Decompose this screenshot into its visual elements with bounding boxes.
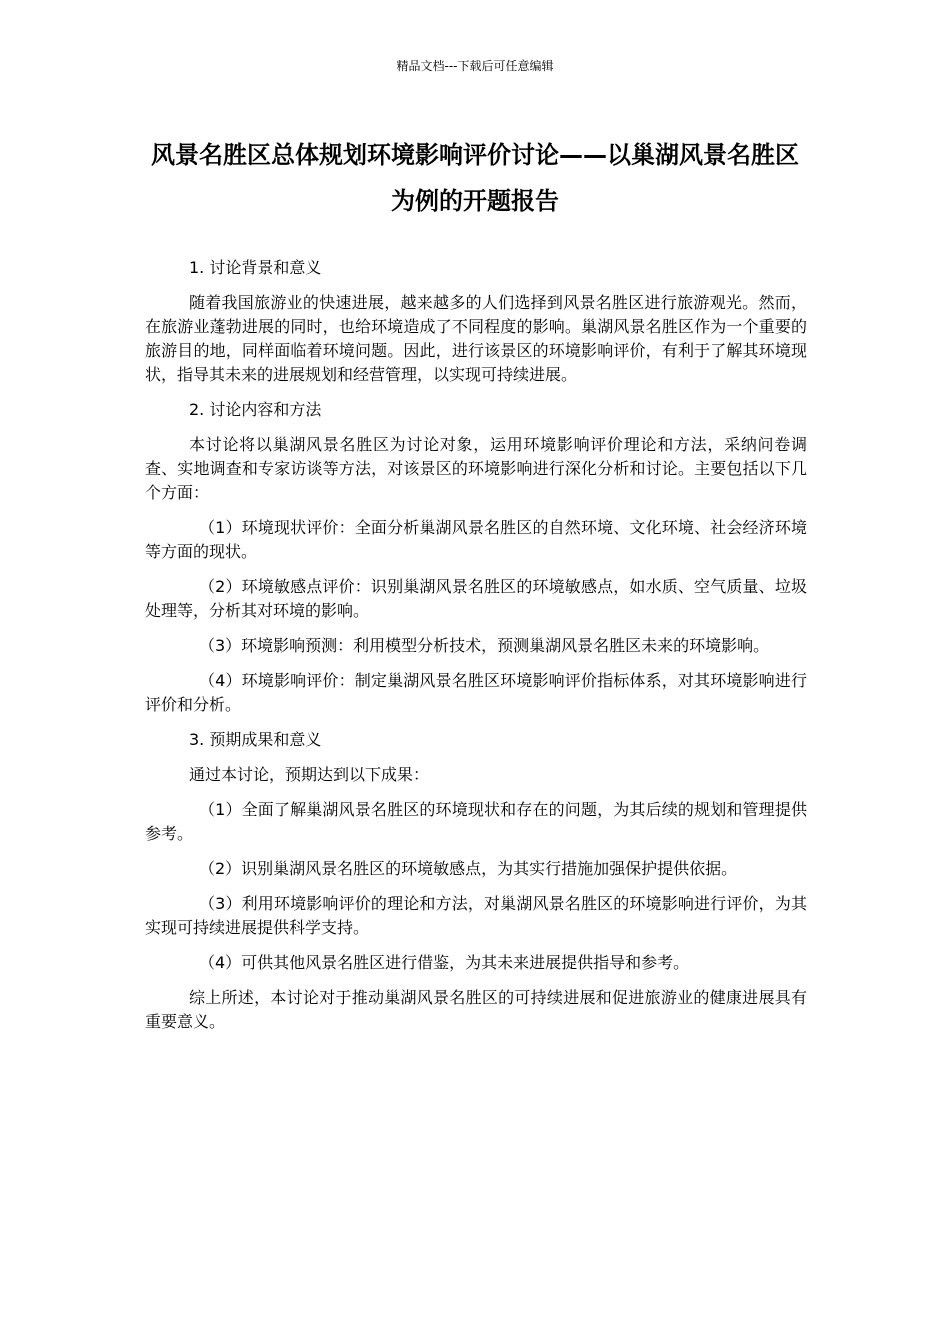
paragraph-background: 随着我国旅游业的快速进展，越来越多的人们选择到风景名胜区进行旅游观光。然而，在旅游业蓬勃进展的同时，也给环境造成了不同程度的影响。巢湖风景名胜区作为一个重要的旅游目的地，同样面临着环境问题。因此，进行该景区的环境影响评价，有利于了解其环境现状，指导其未来的进展规划和经营管理，以实现可持续进展。 (145, 293, 807, 384)
paragraph-conclusion: 综上所述，本讨论对于推动巢湖风景名胜区的可持续进展和促进旅游业的健康进展具有重要意义。 (145, 988, 807, 1031)
section-heading-2: 2. 讨论内容和方法 (189, 400, 322, 419)
list-item-outcome-3: （3）利用环境影响评价的理论和方法，对巢湖风景名胜区的环境影响进行评价，为其实现可持续进展提供科学支持。 (145, 894, 807, 937)
list-item-outcome-1: （1）全面了解巢湖风景名胜区的环境现状和存在的问题，为其后续的规划和管理提供参考。 (145, 800, 807, 843)
list-item-outcome-2: （2）识别巢湖风景名胜区的环境敏感点，为其实行措施加强保护提供依据。 (199, 859, 738, 878)
section-heading-3: 3. 预期成果和意义 (189, 730, 322, 749)
list-item-content-1: （1）环境现状评价：全面分析巢湖风景名胜区的自然环境、文化环境、社会经济环境等方面的现状。 (145, 518, 807, 561)
list-item-outcome-4: （4）可供其他风景名胜区进行借鉴，为其未来进展提供指导和参考。 (199, 953, 690, 972)
list-item-content-4: （4）环境影响评价：制定巢湖风景名胜区环境影响评价指标体系，对其环境影响进行评价和分析。 (145, 671, 807, 714)
section-heading-1: 1. 讨论背景和意义 (189, 258, 322, 277)
paragraph-methods: 本讨论将以巢湖风景名胜区为讨论对象，运用环境影响评价理论和方法，采纳问卷调查、实地调查和专家访谈等方法，对该景区的环境影响进行深化分析和讨论。主要包括以下几个方面： (145, 435, 807, 502)
paragraph-outcomes-intro: 通过本讨论，预期达到以下成果： (189, 765, 430, 784)
list-item-content-3: （3）环境影响预测：利用模型分析技术，预测巢湖风景名胜区未来的环境影响。 (199, 636, 770, 655)
list-item-content-2: （2）环境敏感点评价：识别巢湖风景名胜区的环境敏感点，如水质、空气质量、垃圾处理等，分析其对环境的影响。 (145, 577, 807, 620)
page-header: 精品文档---下载后可任意编辑 (396, 59, 554, 73)
document-title: 风景名胜区总体规划环境影响评价讨论——以巢湖风景名胜区为例的开题报告 (151, 141, 799, 215)
document-body (145, 256, 807, 1045)
